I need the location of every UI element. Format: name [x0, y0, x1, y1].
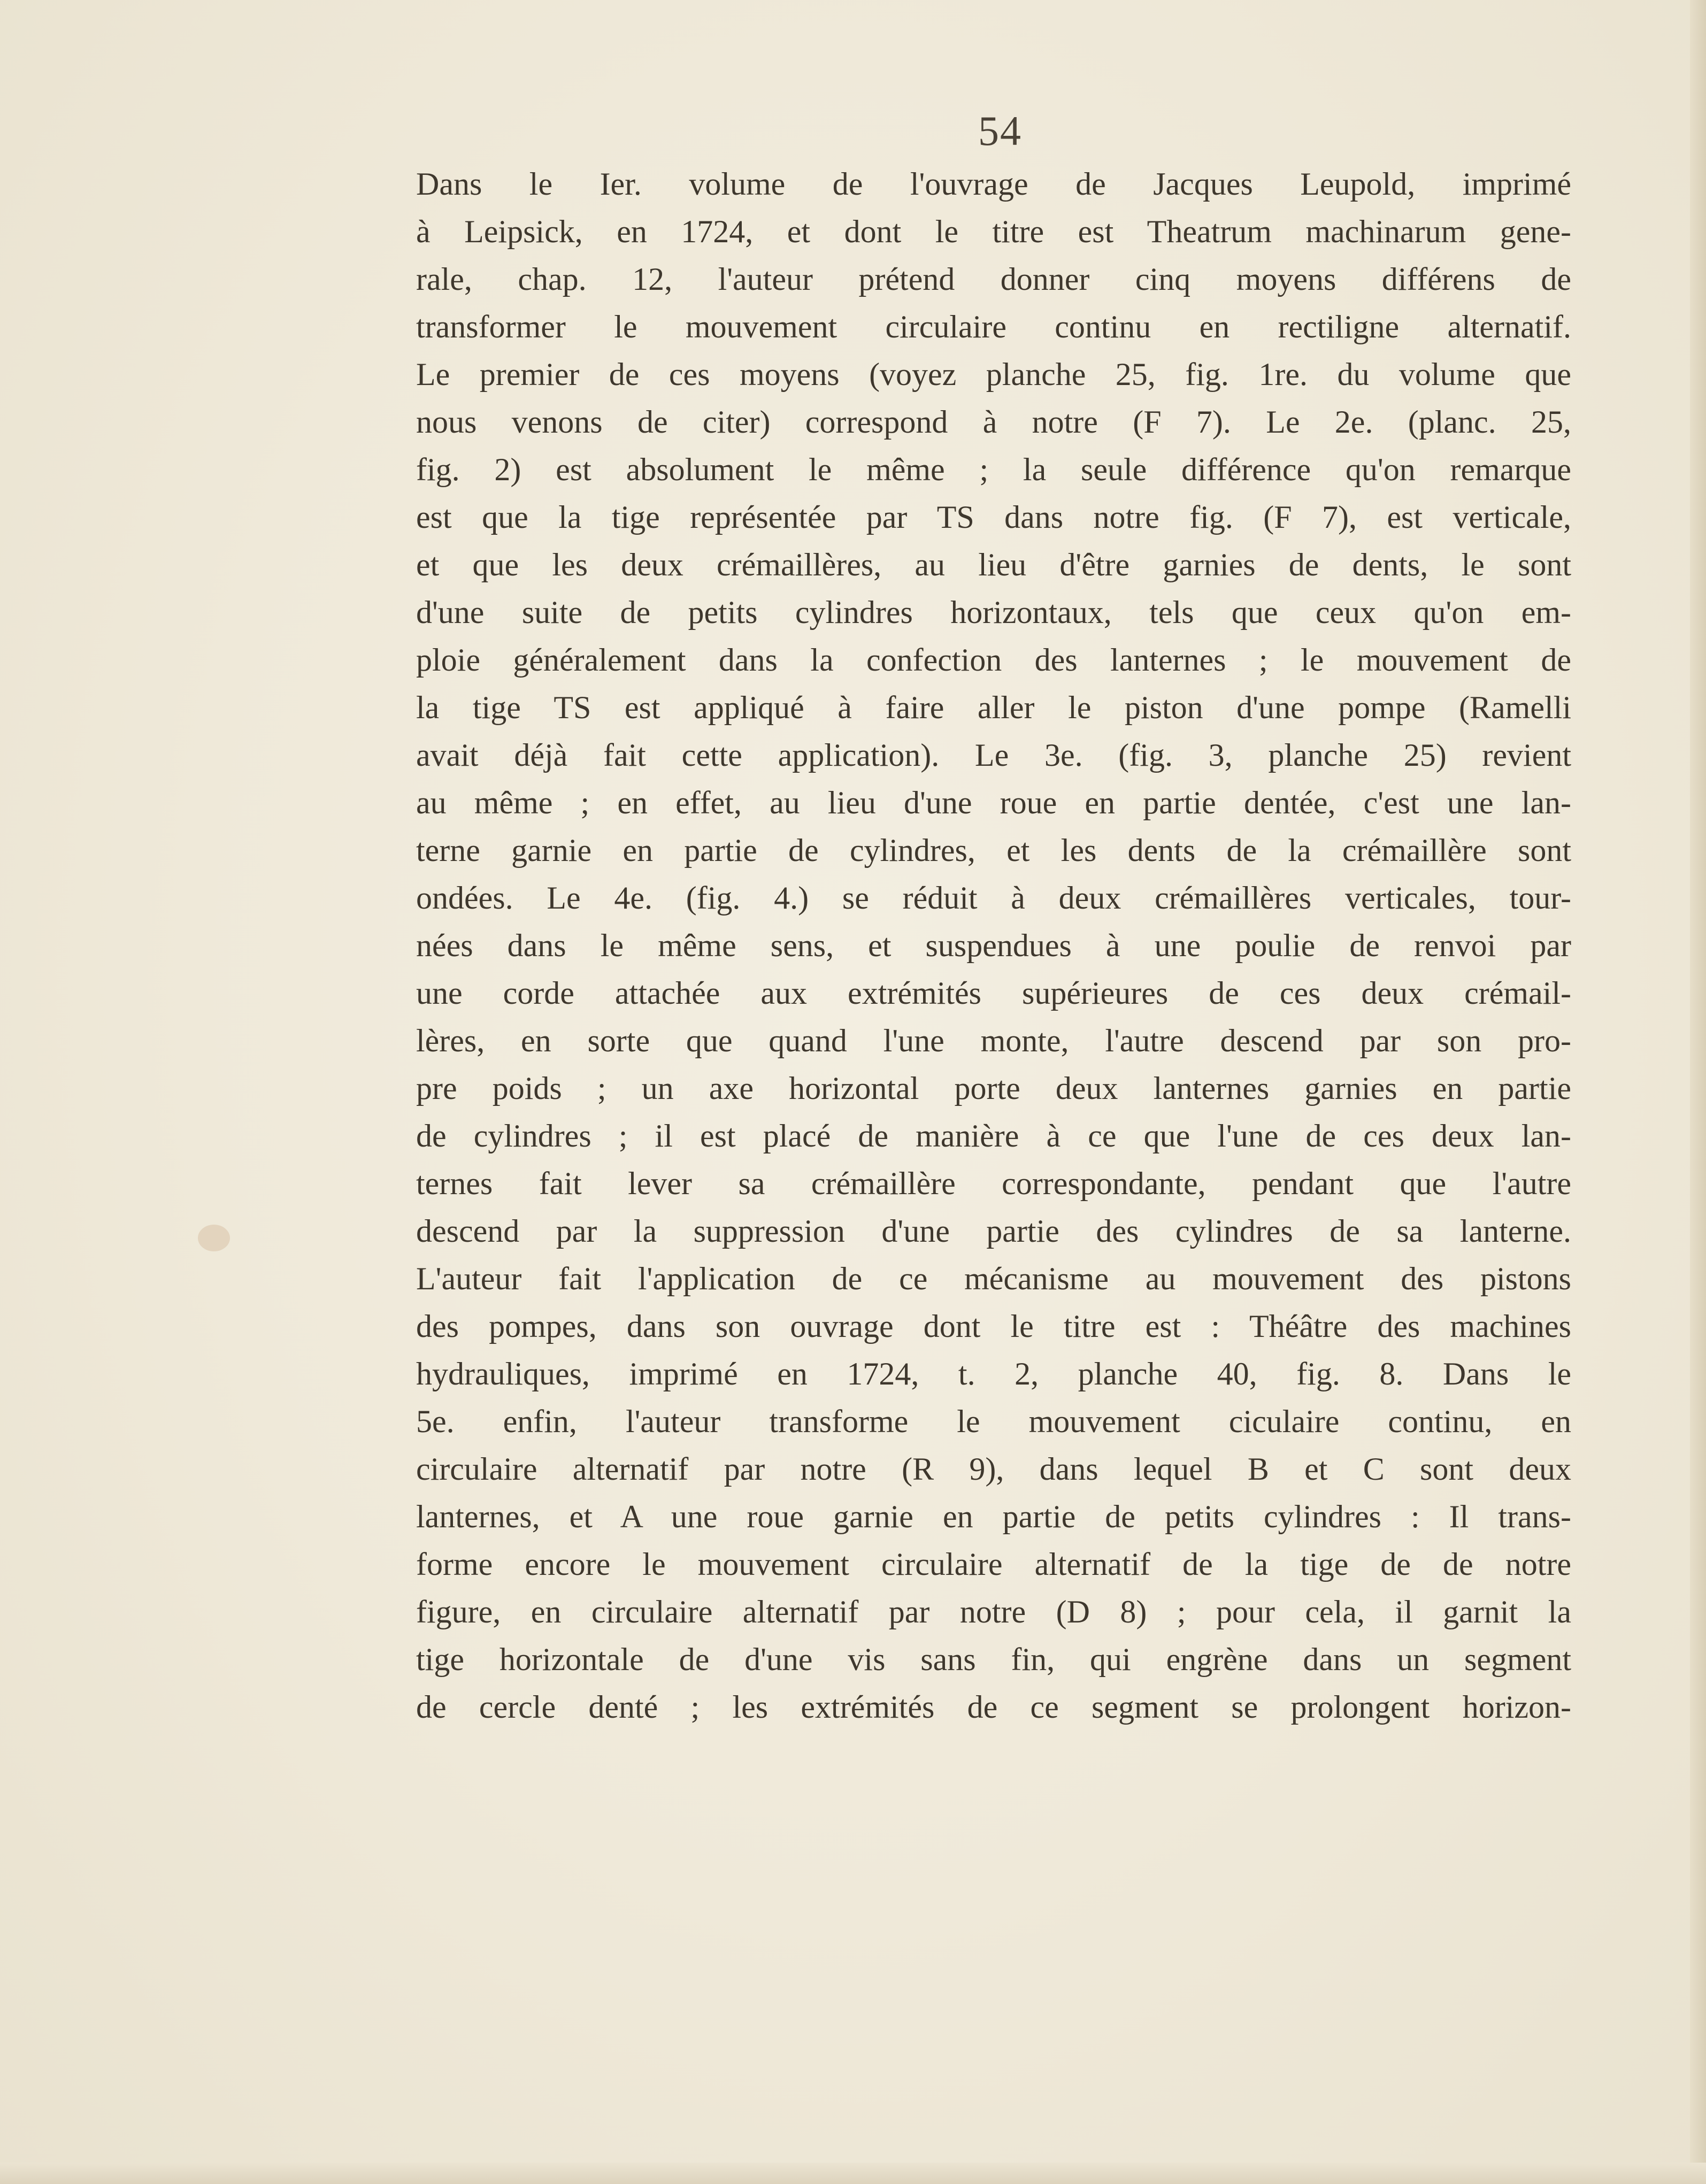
text-line: nous venons de citer) correspond à notre (F 7). Le 2e. (planc. 25,	[416, 404, 1571, 440]
text-line: figure, en circulaire alternatif par notre (D 8) ; pour cela, il garnit la	[416, 1594, 1571, 1629]
text-line: avait déjà fait cette application). Le 3e. (fig. 3, planche 25) revient	[416, 737, 1571, 773]
text-line: d'une suite de petits cylindres horizontaux, tels que ceux qu'on em-	[416, 595, 1571, 630]
text-line: et que les deux crémaillères, au lieu d'être garnies de dents, le sont	[416, 547, 1571, 582]
text-line: lanternes, et A une roue garnie en partie de petits cylindres : Il trans-	[416, 1499, 1571, 1534]
text-line: L'auteur fait l'application de ce mécanisme au mouvement des pistons	[416, 1261, 1571, 1296]
body-text	[416, 160, 1571, 1731]
text-line: de cercle denté ; les extrémités de ce segment se prolongent horizon-	[416, 1689, 1571, 1725]
text-line: hydrauliques, imprimé en 1724, t. 2, planche 40, fig. 8. Dans le	[416, 1356, 1571, 1391]
text-line: ploie généralement dans la confection des lanternes ; le mouvement de	[416, 642, 1571, 678]
text-line: forme encore le mouvement circulaire alternatif de la tige de de notre	[416, 1547, 1571, 1582]
text-line: fig. 2) est absolument le même ; la seule différence qu'on remarque	[416, 452, 1571, 487]
text-line: tige horizontale de d'une vis sans fin, qui engrène dans un segment	[416, 1642, 1571, 1677]
page-edge-bottom	[0, 2163, 1706, 2184]
text-line: Le premier de ces moyens (voyez planche 25, fig. 1re. du volume que	[416, 357, 1571, 392]
page-number: 54	[978, 107, 1022, 154]
text-line: circulaire alternatif par notre (R 9), dans lequel B et C sont deux	[416, 1451, 1571, 1487]
text-line: rale, chap. 12, l'auteur prétend donner cinq moyens différens de	[416, 262, 1571, 297]
text-line: ternes fait lever sa crémaillère correspondante, pendant que l'autre	[416, 1166, 1571, 1201]
text-line: pre poids ; un axe horizontal porte deux lanternes garnies en partie	[416, 1071, 1571, 1106]
text-line: 5e. enfin, l'auteur transforme le mouvement ciculaire continu, en	[416, 1404, 1571, 1439]
text-line: lères, en sorte que quand l'une monte, l'autre descend par son pro-	[416, 1023, 1571, 1058]
text-line: de cylindres ; il est placé de manière à ce que l'une de ces deux lan-	[416, 1118, 1571, 1153]
text-line: transformer le mouvement circulaire continu en rectiligne alternatif.	[416, 309, 1571, 344]
text-line: nées dans le même sens, et suspendues à une poulie de renvoi par	[416, 928, 1571, 963]
paper-stain	[198, 1225, 230, 1251]
text-line: au même ; en effet, au lieu d'une roue en partie dentée, c'est une lan-	[416, 785, 1571, 820]
text-line: à Leipsick, en 1724, et dont le titre est Theatrum machinarum gene-	[416, 214, 1571, 249]
text-line: terne garnie en partie de cylindres, et les dents de la crémaillère sont	[416, 833, 1571, 868]
text-line: la tige TS est appliqué à faire aller le piston d'une pompe (Ramelli	[416, 690, 1571, 725]
text-line: est que la tige représentée par TS dans notre fig. (F 7), est verticale,	[416, 499, 1571, 535]
text-line: une corde attachée aux extrémités supérieures de ces deux crémail-	[416, 975, 1571, 1011]
text-line: Dans le Ier. volume de l'ouvrage de Jacques Leupold, imprimé	[416, 166, 1571, 202]
text-line: descend par la suppression d'une partie des cylindres de sa lanterne.	[416, 1213, 1571, 1249]
text-line: des pompes, dans son ouvrage dont le titre est : Théâtre des machines	[416, 1309, 1571, 1344]
text-line: ondées. Le 4e. (fig. 4.) se réduit à deux crémaillères verticales, tour-	[416, 880, 1571, 916]
page-edge-right	[1690, 0, 1706, 2184]
